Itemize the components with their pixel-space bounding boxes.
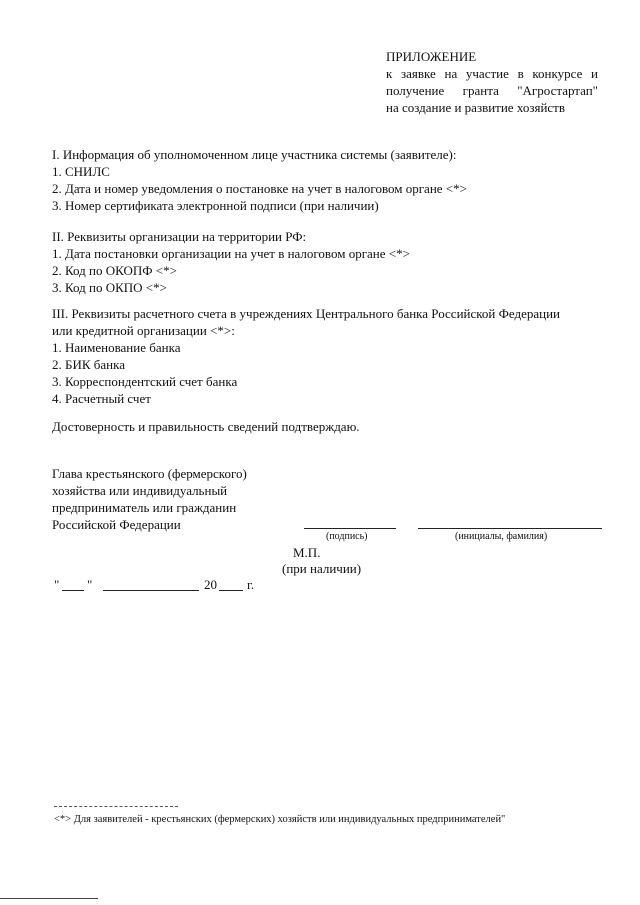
signatory-block (52, 465, 247, 533)
initials-line[interactable] (418, 528, 602, 529)
date-quote-open: " (54, 577, 60, 592)
appendix-line-1: к заявке на участие в конкурсе и (386, 66, 598, 81)
date-quote-close: " (87, 577, 93, 592)
section-1-item-3: 3. Номер сертификата электронной подписи (при наличии) (52, 198, 379, 213)
confirmation-text: Достоверность и правильность сведений подтверждаю. (52, 419, 360, 434)
date-day-line[interactable] (62, 590, 84, 591)
section-3 (52, 305, 560, 407)
stamp-note: (при наличии) (282, 561, 362, 576)
footnote-text: <*> Для заявителей - крестьянских (фермерских) хозяйств или индивидуальных предпринимателей" (54, 814, 506, 825)
date-year-line[interactable] (219, 590, 243, 591)
section-3-heading-line-1: III. Реквизиты расчетного счета в учреждениях Центрального банка Российской Федерации (52, 306, 561, 321)
section-2-item-3: 3. Код по ОКПО <*> (52, 280, 167, 295)
appendix-header (386, 48, 598, 116)
appendix-title: ПРИЛОЖЕНИЕ (386, 49, 477, 64)
signature-caption: (подпись) (326, 531, 368, 542)
signatory-line-2: хозяйства или индивидуальный (52, 483, 228, 498)
section-3-heading-line-2: или кредитной организации <*>: (52, 323, 235, 338)
footnote-separator (54, 806, 178, 807)
section-3-item-3: 3. Корреспондентский счет банка (52, 374, 238, 389)
stamp-label: М.П. (293, 545, 321, 560)
section-3-item-1: 1. Наименование банка (52, 340, 181, 355)
section-2 (52, 228, 410, 296)
section-1-item-1: 1. СНИЛС (52, 164, 110, 179)
page-bottom-rule (0, 898, 98, 899)
section-2-heading: II. Реквизиты организации на территории РФ: (52, 229, 307, 244)
date-month-line[interactable] (103, 590, 199, 591)
section-3-item-2: 2. БИК банка (52, 357, 126, 372)
signatory-line-4: Российской Федерации (52, 517, 181, 532)
date-year-suffix: г. (247, 577, 255, 592)
appendix-line-2: получение гранта "Агростартап" (386, 83, 598, 98)
section-1-heading: I. Информация об уполномоченном лице участника системы (заявителе): (52, 147, 457, 162)
date-year-prefix: 20 (204, 577, 217, 592)
section-2-item-1: 1. Дата постановки организации на учет в налоговом органе <*> (52, 246, 410, 261)
signatory-line-1: Глава крестьянского (фермерского) (52, 466, 247, 481)
section-3-item-4: 4. Расчетный счет (52, 391, 151, 406)
initials-caption: (инициалы, фамилия) (455, 531, 548, 542)
section-1-item-2: 2. Дата и номер уведомления о постановке на учет в налоговом органе <*> (52, 181, 467, 196)
appendix-line-3: на создание и развитие хозяйств (386, 100, 565, 115)
signature-line[interactable] (304, 528, 396, 529)
section-2-item-2: 2. Код по ОКОПФ <*> (52, 263, 177, 278)
signatory-line-3: предприниматель или гражданин (52, 500, 237, 515)
section-1 (52, 146, 467, 214)
